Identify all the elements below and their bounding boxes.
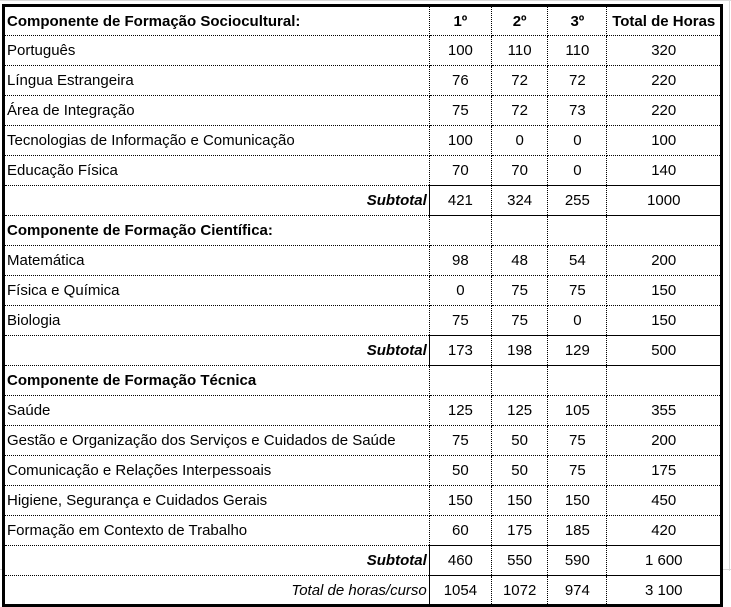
subject-label-cell: Língua Estrangeira (4, 66, 430, 96)
hours-cell: 76 (429, 66, 491, 96)
subject-row (4, 306, 722, 336)
hours-cell: 75 (492, 306, 548, 336)
subtotal-label-cell: Subtotal (4, 336, 430, 366)
hours-cell: 100 (429, 126, 491, 156)
subject-label-cell: Matemática (4, 246, 430, 276)
subject-row (4, 66, 722, 96)
section-header-row (4, 216, 722, 246)
total-hours-header-cell: Total de Horas (607, 6, 722, 36)
subject-row (4, 516, 722, 546)
hours-cell: 75 (548, 276, 607, 306)
empty-cell (492, 366, 548, 396)
hours-cell: 50 (492, 426, 548, 456)
hours-cell: 110 (492, 36, 548, 66)
subject-row (4, 126, 722, 156)
subject-row (4, 276, 722, 306)
hours-cell: 0 (548, 306, 607, 336)
subtotal-value-cell: 255 (548, 186, 607, 216)
grand-total-value-cell: 974 (548, 576, 607, 606)
subject-label-cell: Saúde (4, 396, 430, 426)
section-header-cell: Componente de Formação Técnica (4, 366, 430, 396)
hours-cell: 54 (548, 246, 607, 276)
subject-label-cell: Higiene, Segurança e Cuidados Gerais (4, 486, 430, 516)
hours-cell: 420 (607, 516, 722, 546)
hours-cell: 200 (607, 246, 722, 276)
section-header-cell: Componente de Formação Sociocultural: (4, 6, 430, 36)
hours-cell: 320 (607, 36, 722, 66)
subject-label-cell: Tecnologias de Informação e Comunicação (4, 126, 430, 156)
hours-cell: 70 (429, 156, 491, 186)
subtotal-row (4, 186, 722, 216)
subject-row (4, 396, 722, 426)
hours-cell: 150 (607, 306, 722, 336)
subject-label-cell: Gestão e Organização dos Serviços e Cuidados de Saúde (4, 426, 430, 456)
hours-cell: 0 (548, 126, 607, 156)
section-header-row (4, 366, 722, 396)
subject-label-cell: Área de Integração (4, 96, 430, 126)
hours-cell: 200 (607, 426, 722, 456)
empty-cell (429, 216, 491, 246)
grand-total-label-cell: Total de horas/curso (4, 576, 430, 606)
subtotal-label-cell: Subtotal (4, 546, 430, 576)
hours-cell: 98 (429, 246, 491, 276)
section-header-row (4, 6, 722, 36)
hours-cell: 0 (548, 156, 607, 186)
hours-cell: 175 (607, 456, 722, 486)
subtotal-value-cell: 421 (429, 186, 491, 216)
period-header-cell: 2º (492, 6, 548, 36)
empty-cell (607, 216, 722, 246)
empty-cell (607, 366, 722, 396)
hours-cell: 50 (429, 456, 491, 486)
hours-cell: 355 (607, 396, 722, 426)
subtotal-row (4, 336, 722, 366)
subtotal-value-cell: 1 600 (607, 546, 722, 576)
hours-cell: 125 (492, 396, 548, 426)
hours-cell: 70 (492, 156, 548, 186)
empty-cell (492, 216, 548, 246)
hours-cell: 150 (548, 486, 607, 516)
hours-cell: 50 (492, 456, 548, 486)
spreadsheet-gridline (0, 0, 731, 1)
subtotal-value-cell: 173 (429, 336, 491, 366)
empty-cell (548, 366, 607, 396)
hours-cell: 150 (492, 486, 548, 516)
grand-total-row (4, 576, 722, 606)
hours-cell: 220 (607, 66, 722, 96)
hours-cell: 100 (607, 126, 722, 156)
hours-cell: 72 (492, 66, 548, 96)
hours-cell: 110 (548, 36, 607, 66)
spreadsheet-gridline (729, 0, 730, 571)
hours-cell: 150 (607, 276, 722, 306)
grand-total-value-cell: 3 100 (607, 576, 722, 606)
hours-cell: 60 (429, 516, 491, 546)
section-header-cell: Componente de Formação Científica: (4, 216, 430, 246)
hours-cell: 125 (429, 396, 491, 426)
subtotal-label-cell: Subtotal (4, 186, 430, 216)
empty-cell (548, 216, 607, 246)
subject-label-cell: Educação Física (4, 156, 430, 186)
hours-cell: 73 (548, 96, 607, 126)
curriculum-hours-table (2, 4, 723, 607)
hours-cell: 450 (607, 486, 722, 516)
hours-cell: 75 (429, 306, 491, 336)
subject-row (4, 96, 722, 126)
hours-cell: 105 (548, 396, 607, 426)
hours-cell: 100 (429, 36, 491, 66)
hours-cell: 72 (492, 96, 548, 126)
subtotal-value-cell: 1000 (607, 186, 722, 216)
hours-cell: 75 (429, 426, 491, 456)
subtotal-value-cell: 129 (548, 336, 607, 366)
subject-label-cell: Comunicação e Relações Interpessoais (4, 456, 430, 486)
subject-label-cell: Formação em Contexto de Trabalho (4, 516, 430, 546)
subtotal-value-cell: 500 (607, 336, 722, 366)
hours-cell: 220 (607, 96, 722, 126)
subtotal-value-cell: 198 (492, 336, 548, 366)
period-header-cell: 3º (548, 6, 607, 36)
subject-row (4, 486, 722, 516)
period-header-cell: 1º (429, 6, 491, 36)
hours-cell: 0 (429, 276, 491, 306)
hours-cell: 150 (429, 486, 491, 516)
subject-label-cell: Física e Química (4, 276, 430, 306)
subject-label-cell: Português (4, 36, 430, 66)
subtotal-row (4, 546, 722, 576)
subject-label-cell: Biologia (4, 306, 430, 336)
subject-row (4, 156, 722, 186)
subtotal-value-cell: 550 (492, 546, 548, 576)
hours-cell: 75 (548, 456, 607, 486)
subtotal-value-cell: 590 (548, 546, 607, 576)
subject-row (4, 36, 722, 66)
subject-row (4, 246, 722, 276)
hours-cell: 75 (429, 96, 491, 126)
subtotal-value-cell: 460 (429, 546, 491, 576)
hours-cell: 185 (548, 516, 607, 546)
hours-cell: 140 (607, 156, 722, 186)
hours-cell: 175 (492, 516, 548, 546)
hours-cell: 48 (492, 246, 548, 276)
hours-cell: 75 (548, 426, 607, 456)
empty-cell (429, 366, 491, 396)
hours-cell: 0 (492, 126, 548, 156)
subject-row (4, 456, 722, 486)
subject-row (4, 426, 722, 456)
grand-total-value-cell: 1054 (429, 576, 491, 606)
hours-cell: 75 (492, 276, 548, 306)
curriculum-table-body (4, 6, 722, 606)
hours-cell: 72 (548, 66, 607, 96)
grand-total-value-cell: 1072 (492, 576, 548, 606)
subtotal-value-cell: 324 (492, 186, 548, 216)
